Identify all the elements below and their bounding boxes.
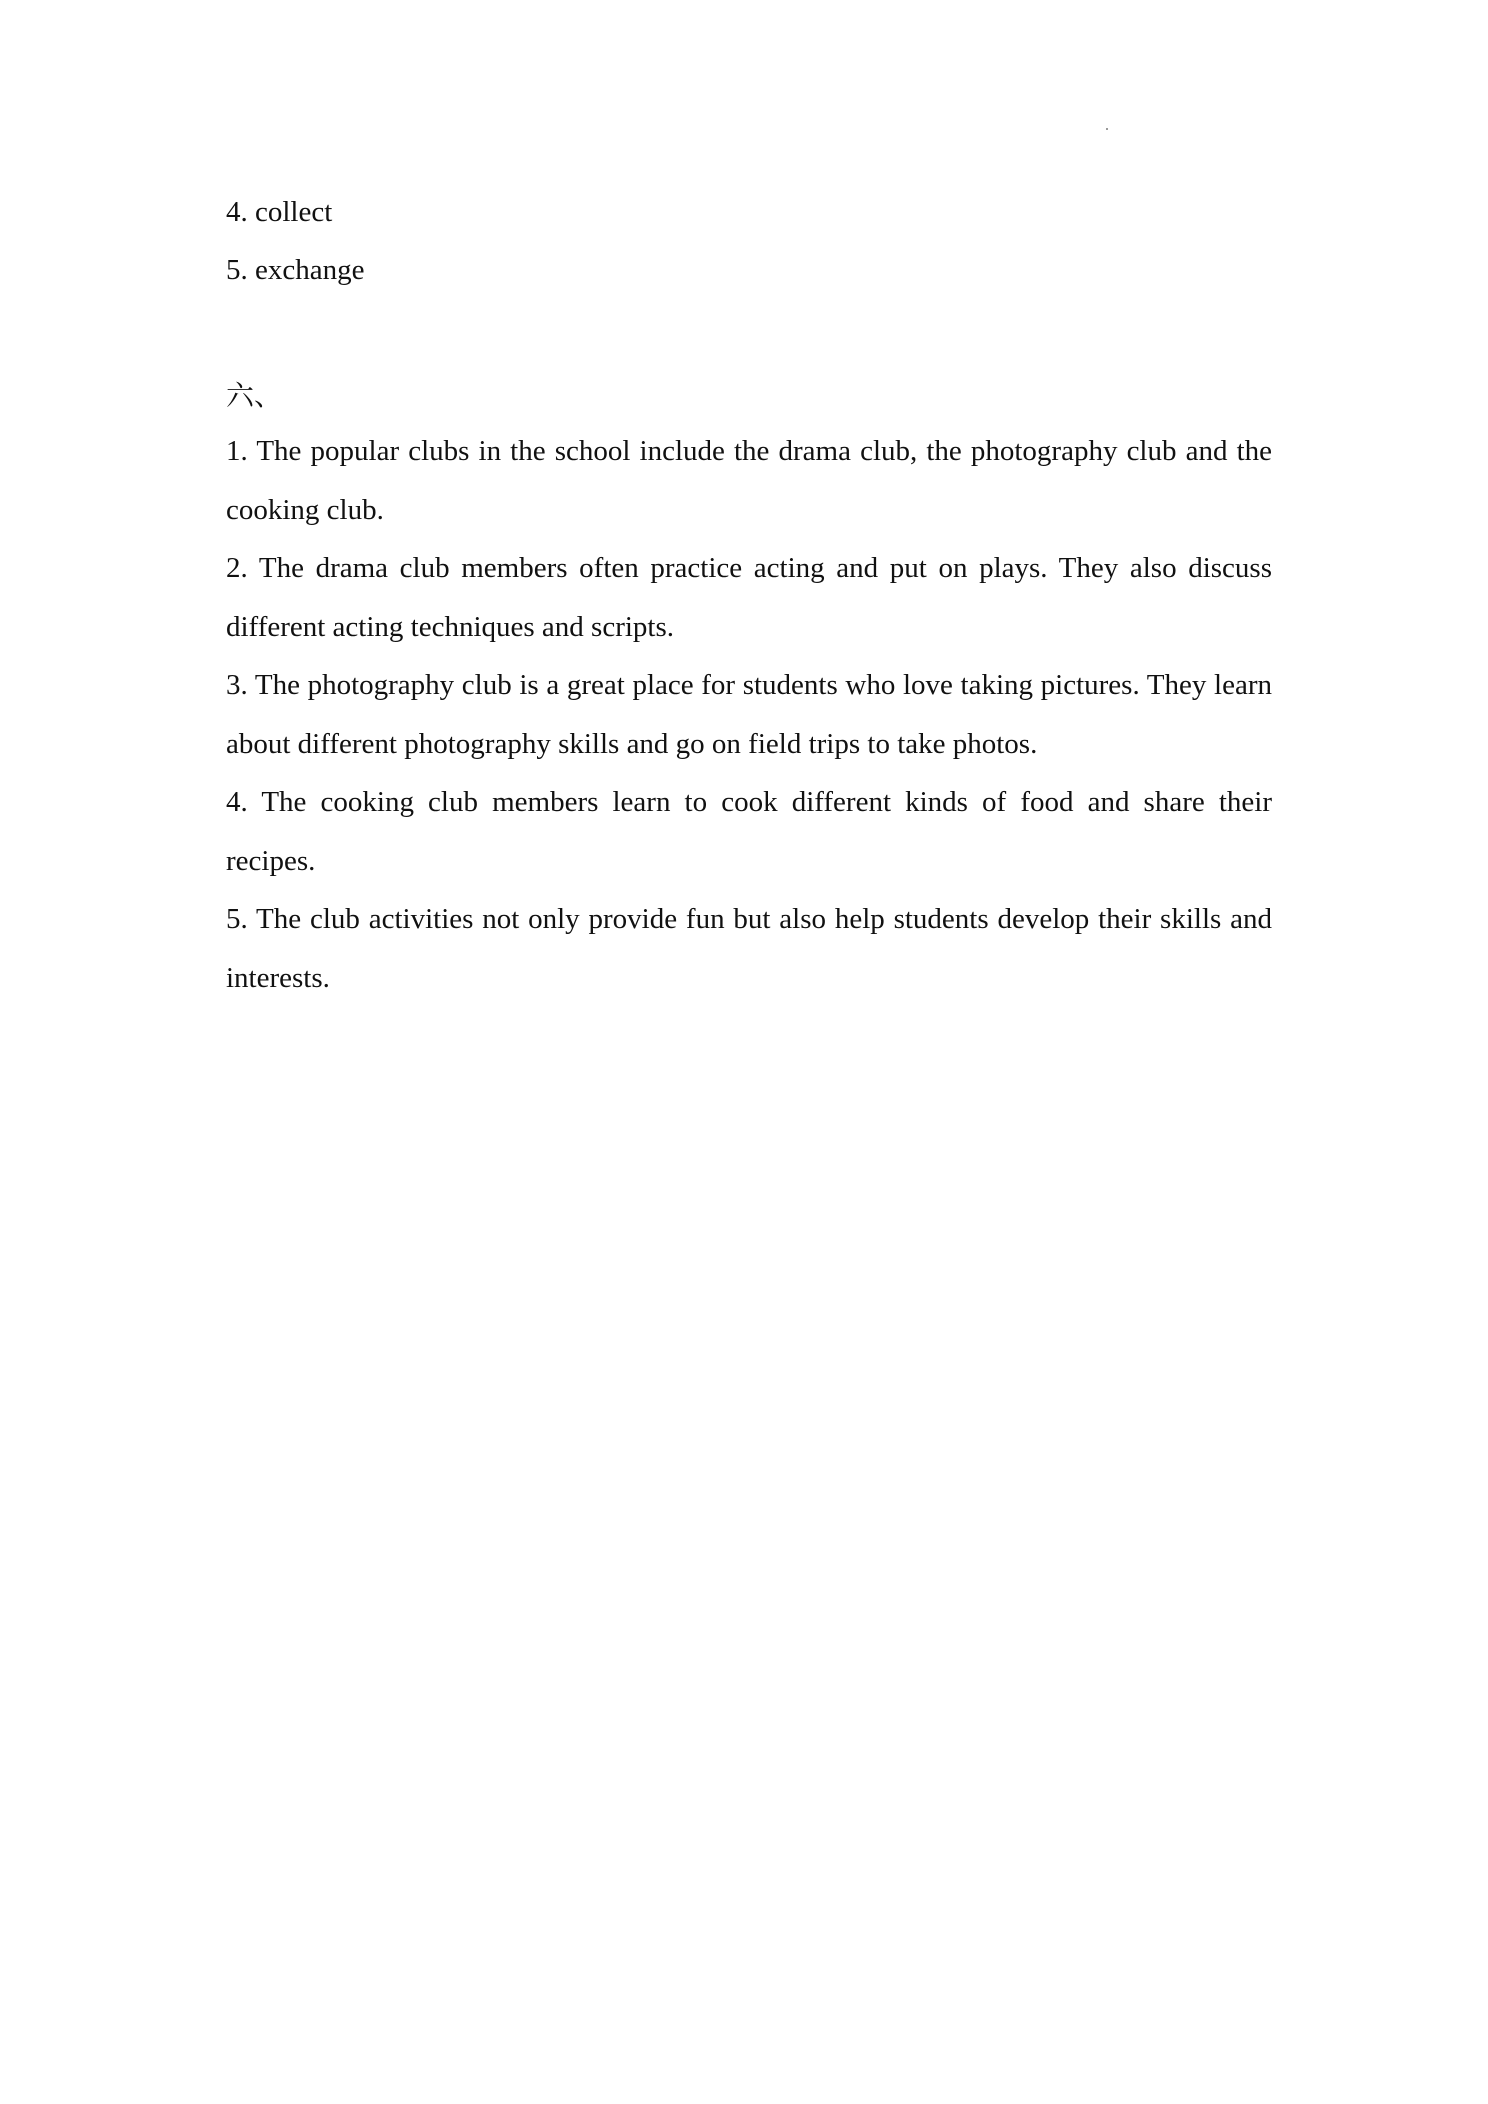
answer-paragraph: 1. The popular clubs in the school include the drama club, the photography club and the cooking club. [226,435,1272,526]
answer-paragraph: 4. The cooking club members learn to cook different kinds of food and share their recipes. [226,786,1272,877]
answer-line: 5. exchange [226,254,365,286]
page-content [226,188,1272,1007]
scan-speck [1106,128,1108,130]
section-heading: 六、 [226,379,283,412]
answer-line: 4. collect [226,196,333,228]
answer-paragraph: 3. The photography club is a great place for students who love taking pictures. They learn about different photography skills and go on field trips to take photos. [226,669,1272,760]
answer-paragraph: 2. The drama club members often practice acting and put on plays. They also discuss different acting techniques and scripts. [226,552,1272,643]
answer-paragraph: 5. The club activities not only provide fun but also help students develop their skills and interests. [226,903,1272,994]
